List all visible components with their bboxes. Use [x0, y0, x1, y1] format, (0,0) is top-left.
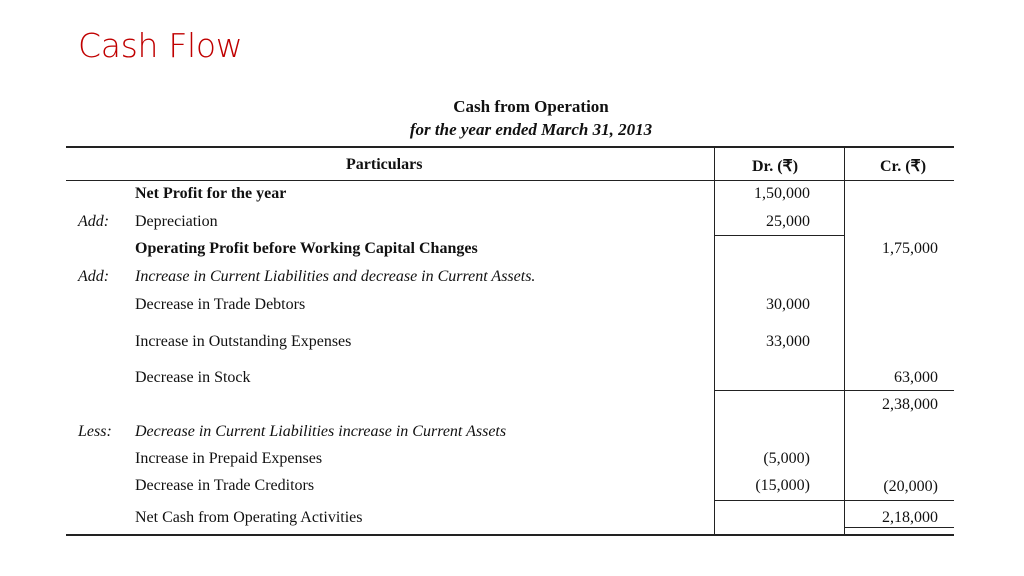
cr-subtotal-rule-1 — [844, 390, 954, 391]
statement-subtitle: for the year ended March 31, 2013 — [409, 120, 653, 139]
table-row-prefix: Less: — [78, 423, 112, 440]
table-row-label: Depreciation — [135, 213, 218, 230]
table-row-label: Net Profit for the year — [135, 185, 287, 202]
table-row-label: Decrease in Trade Debtors — [135, 296, 306, 313]
header-particulars: Particulars — [346, 156, 423, 173]
cr-total-rule — [844, 527, 954, 528]
table-row-dr: 30,000 — [766, 296, 810, 313]
table-row-label: Decrease in Trade Creditors — [135, 477, 315, 494]
table-row-cr: 2,18,000 — [882, 509, 938, 526]
slide-title: Cash Flow — [78, 26, 243, 65]
table-row-label: Operating Profit before Working Capital Changes — [135, 240, 478, 257]
table-row-cr: 1,75,000 — [882, 240, 938, 257]
table-top-rule — [66, 146, 954, 148]
table-row-label: Increase in Outstanding Expenses — [135, 333, 352, 350]
dr-subtotal-rule-3 — [714, 500, 844, 501]
table-row-dr: 33,000 — [766, 333, 810, 350]
table-row-cr: (20,000) — [883, 478, 938, 495]
header-bottom-rule — [66, 180, 954, 181]
statement-title: Cash from Operation — [453, 97, 609, 116]
header-dr: Dr. (₹) — [752, 158, 799, 175]
table-row-cr: 63,000 — [894, 369, 938, 386]
table-row-label: Decrease in Stock — [135, 369, 251, 386]
header-cr: Cr. (₹) — [880, 158, 927, 175]
table-row-prefix: Add: — [78, 268, 110, 285]
table-row-dr: (15,000) — [755, 477, 810, 494]
dr-subtotal-rule-1 — [714, 235, 844, 236]
table-row-cr: 2,38,000 — [882, 396, 938, 413]
dr-subtotal-rule-2 — [714, 390, 844, 391]
table-row-label: Decrease in Current Liabilities increase in Current Assets — [135, 423, 507, 440]
table-row-dr: 25,000 — [766, 213, 810, 230]
table-row-label: Increase in Prepaid Expenses — [135, 450, 323, 467]
table-row-label: Increase in Current Liabilities and decrease in Current Assets. — [135, 268, 536, 285]
cr-subtotal-rule-2 — [844, 500, 954, 501]
table-row-label: Net Cash from Operating Activities — [135, 509, 363, 526]
table-row-dr: 1,50,000 — [754, 185, 810, 202]
table-row-dr: (5,000) — [763, 450, 810, 467]
table-bottom-rule — [66, 534, 954, 536]
table-row-prefix: Add: — [78, 213, 110, 230]
